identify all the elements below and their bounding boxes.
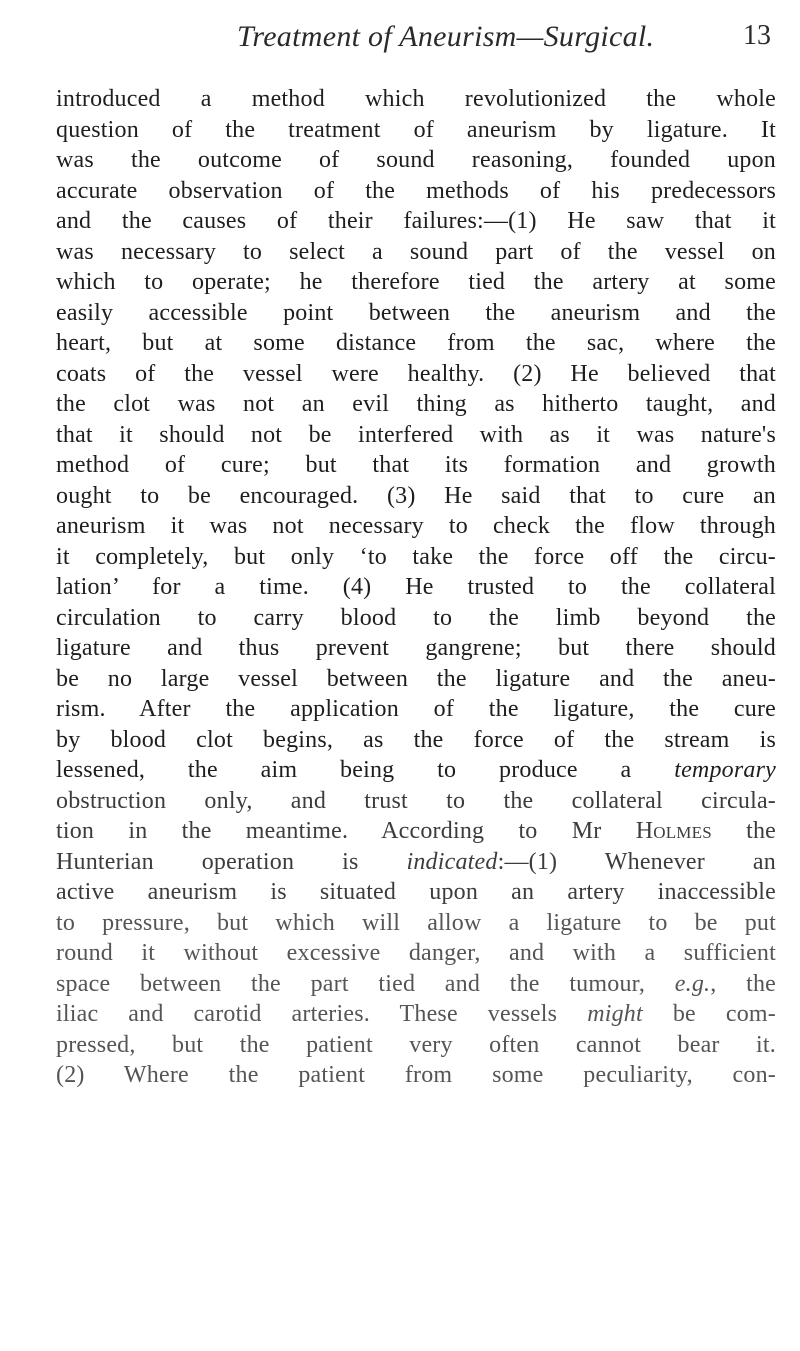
- text-line: active aneurism is situated upon an artery inaccessible: [56, 879, 776, 905]
- body-text: [56, 84, 776, 1091]
- text-line: lation’ for a time. (4) He trusted to the collateral: [56, 574, 776, 600]
- text-line: space between the part tied and the tumour, e.g., the: [56, 970, 777, 997]
- text-line: ligature and thus prevent gangrene; but there should: [56, 635, 776, 661]
- text-line: that it should not be interfered with as it was nature's: [56, 421, 776, 448]
- running-head: Treatment of Aneurism—Surgical.: [237, 20, 655, 53]
- text-line: aneurism it was not necessary to check the flow through: [56, 513, 776, 539]
- text-line: obstruction only, and trust to the collateral circula-: [56, 787, 776, 814]
- page-header: [0, 20, 800, 60]
- styled-word: e.g.: [674, 970, 711, 997]
- text-line: was necessary to select a sound part of the vessel on: [56, 238, 776, 265]
- text-line: and the causes of their failures:—(1) He saw that it: [56, 208, 776, 234]
- text-line: round it without excessive danger, and with a sufficient: [56, 940, 776, 966]
- text-line: Hunterian operation is indicated:—(1) Whenever an: [56, 848, 776, 875]
- text-line: iliac and carotid arteries. These vessels might be com-: [56, 1001, 776, 1027]
- text-line: was the outcome of sound reasoning, founded upon: [56, 147, 776, 173]
- text-line: easily accessible point between the aneurism and the: [56, 299, 776, 326]
- text-line: be no large vessel between the ligature and the aneu-: [56, 665, 776, 692]
- text-line: rism. After the application of the ligature, the cure: [56, 696, 776, 722]
- text-line: (2) Where the patient from some peculiarity, con-: [56, 1062, 776, 1088]
- text-line: it completely, but only ‘to take the force off the circu-: [56, 543, 776, 570]
- styled-word: indicated: [406, 848, 498, 875]
- text-line: accurate observation of the methods of his predecessors: [56, 177, 776, 204]
- text-line: heart, but at some distance from the sac, where the: [56, 330, 776, 356]
- text-line: question of the treatment of aneurism by ligature. It: [56, 116, 776, 143]
- text-line: lessened, the aim being to produce a temporary: [56, 757, 776, 783]
- text-line: the clot was not an evil thing as hitherto taught, and: [56, 391, 776, 417]
- text-line: which to operate; he therefore tied the artery at some: [56, 269, 776, 295]
- text-line: by blood clot begins, as the force of the stream is: [56, 726, 776, 753]
- styled-word: might: [587, 1001, 643, 1027]
- text-line: pressed, but the patient very often cannot bear it.: [56, 1031, 776, 1058]
- styled-word: temporary: [674, 757, 776, 783]
- text-line: to pressure, but which will allow a ligature to be put: [56, 909, 776, 936]
- text-line: circulation to carry blood to the limb beyond the: [56, 604, 776, 631]
- text-line: ought to be encouraged. (3) He said that to cure an: [56, 482, 776, 509]
- text-line: coats of the vessel were healthy. (2) He believed that: [56, 360, 776, 387]
- text-line: introduced a method which revolutionized the whole: [56, 86, 776, 112]
- page-number: 13: [743, 20, 771, 51]
- text-line: method of cure; but that its formation and growth: [56, 452, 776, 478]
- styled-word: Holmes: [635, 818, 712, 844]
- text-line: tion in the meantime. According to Mr Holmes the: [56, 818, 777, 844]
